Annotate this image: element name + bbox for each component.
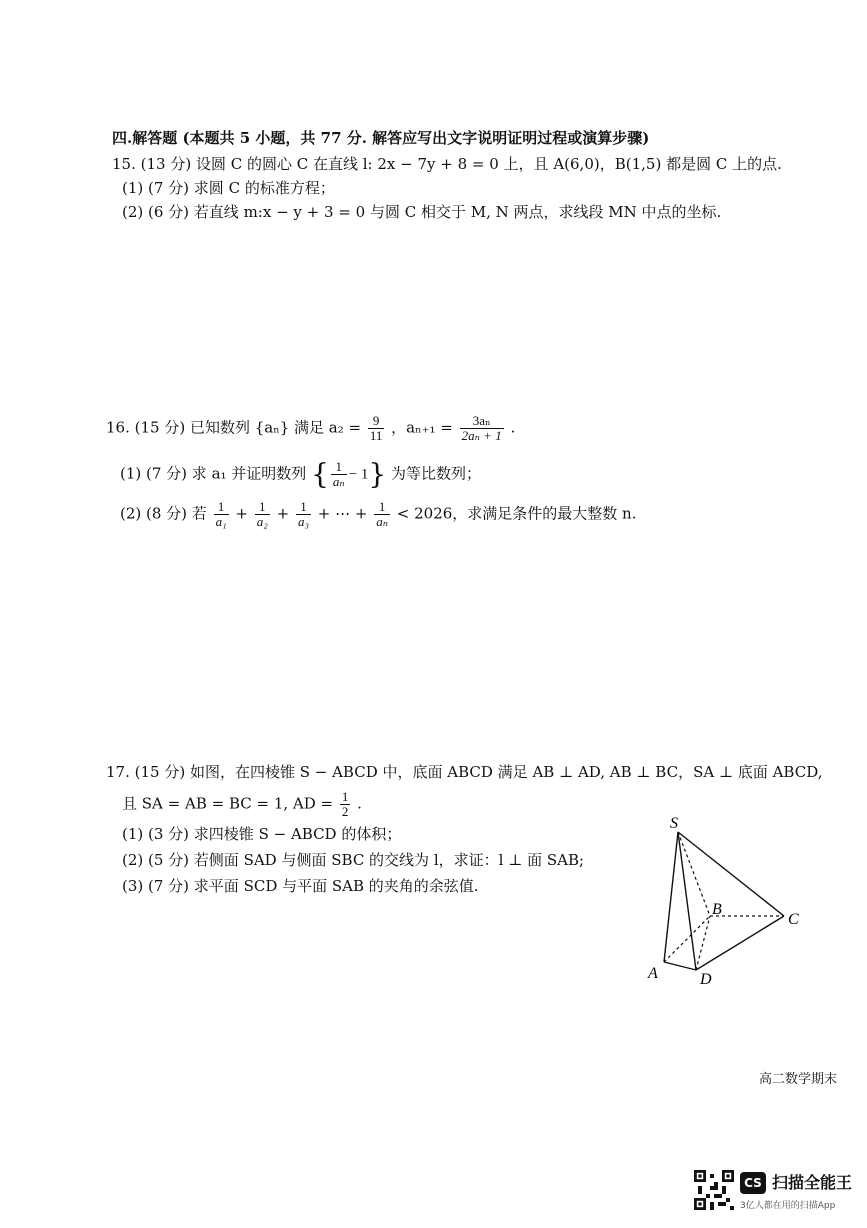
- q17-frac-ad: [340, 790, 351, 819]
- q16-p1-frac-num: 1: [331, 460, 347, 475]
- q16-frac-recur-num: 3aₙ: [460, 414, 504, 429]
- question-17-stem: 17. (15 分) 如图，在四棱锥 S − ABCD 中，底面 ABCD 满足 AB ⊥ AD, AB ⊥ BC，SA ⊥ 底面 ABCD,: [106, 763, 823, 781]
- q16-p2-term-2-den: a₂: [256, 514, 268, 529]
- vertex-label-s: S: [670, 815, 678, 832]
- q16-p2-term-3: [296, 500, 311, 529]
- qr-code-icon: [694, 1170, 734, 1210]
- q16-p2-plus-2: +: [276, 504, 290, 523]
- left-brace: {: [311, 457, 329, 491]
- q16-p1-suffix: 为等比数列；: [391, 464, 482, 483]
- question-16-stem: [106, 414, 515, 443]
- scanner-slogan: 3亿人都在用的扫描App: [740, 1201, 836, 1211]
- q16-frac-a2-den: 11: [369, 428, 383, 443]
- q16-p1-frac-den: aₙ: [332, 474, 345, 489]
- section-header: 四.解答题 (本题共 5 小题，共 77 分. 解答应写出文字说明证明过程或演算步骤): [112, 129, 650, 147]
- q16-p2-term-1-den: a₁: [215, 514, 227, 529]
- q16-p2-term-n-den: aₙ: [376, 514, 388, 529]
- edge-ab: [664, 916, 710, 962]
- q16-p2-term-1: [214, 500, 229, 529]
- q16-p2-suffix: < 2026，求满足条件的最大整数 n.: [396, 504, 637, 523]
- question-17-part-1: (1) (3 分) 求四棱锥 S − ABCD 的体积；: [122, 825, 402, 843]
- question-15-part-1: (1) (7 分) 求圆 C 的标准方程；: [122, 179, 335, 197]
- q16-frac-a2-num: 9: [368, 414, 385, 429]
- question-16-part-1: [120, 457, 482, 491]
- vertex-label-a: A: [648, 965, 658, 982]
- q16-p1-minus: − 1: [348, 466, 369, 483]
- q16-frac-recur-den: 2aₙ + 1: [461, 428, 502, 443]
- q17-frac-ad-num: 1: [341, 789, 349, 804]
- question-15-part-2: (2) (6 分) 若直线 m:x − y + 3 = 0 与圆 C 相交于 M, N 两点，求线段 MN 中点的坐标.: [122, 203, 722, 221]
- scanner-logo: CS: [740, 1172, 766, 1194]
- question-16-part-2: [120, 500, 637, 529]
- edge-ad: [664, 962, 696, 970]
- q16-prefix: 16. (15 分) 已知数列 {aₙ} 满足 a₂ =: [106, 418, 362, 437]
- q16-p2-dots: + ⋯ +: [317, 504, 368, 523]
- vertex-label-c: C: [788, 911, 799, 928]
- q17-stem2-end: .: [357, 794, 362, 813]
- q17-stem2-prefix: 且 SA = AB = BC = 1, AD =: [122, 794, 334, 813]
- pyramid-figure: [636, 810, 816, 990]
- q16-p2-term-1-num: 1: [214, 500, 229, 515]
- edge-sa: [664, 832, 678, 962]
- edge-sd: [678, 832, 696, 970]
- right-brace: }: [368, 457, 387, 491]
- q16-frac-a2: [368, 414, 385, 443]
- q16-p2-term-n: [374, 500, 390, 529]
- q16-p2-term-n-num: 1: [374, 500, 390, 515]
- question-17-part-3: (3) (7 分) 求平面 SCD 与平面 SAB 的夹角的余弦值.: [122, 877, 479, 895]
- vertex-label-b: B: [712, 901, 722, 918]
- q16-p2-plus-1: +: [235, 504, 248, 523]
- q16-p1-prefix: (1) (7 分) 求 a₁ 并证明数列: [120, 464, 307, 483]
- q16-p2-term-3-den: a₃: [297, 514, 309, 529]
- edge-dc: [696, 916, 784, 970]
- question-17-part-2: (2) (5 分) 若侧面 SAD 与侧面 SBC 的交线为 l，求证：l ⊥ 面 SAB;: [122, 851, 585, 869]
- question-17-stem-2: [122, 790, 362, 819]
- q16-p2-prefix: (2) (8 分) 若: [120, 504, 207, 523]
- q16-mid: ，aₙ₊₁ =: [391, 418, 453, 437]
- scanner-brand: 扫描全能王: [772, 1173, 853, 1192]
- q16-end: .: [510, 418, 516, 437]
- page-footer: 高二数学期末: [758, 1072, 837, 1087]
- q17-frac-ad-den: 2: [341, 804, 349, 819]
- vertex-label-d: D: [700, 971, 712, 988]
- q16-p2-term-2: [255, 500, 270, 529]
- q16-p1-frac: [331, 460, 347, 489]
- q16-p2-term-2-num: 1: [255, 500, 270, 515]
- question-15-stem: 15. (13 分) 设圆 C 的圆心 C 在直线 l: 2x − 7y + 8 = 0 上，且 A(6,0)，B(1,5) 都是圆 C 上的点.: [112, 155, 782, 173]
- q16-frac-recur: [460, 414, 504, 443]
- q16-p2-term-3-num: 1: [296, 500, 311, 515]
